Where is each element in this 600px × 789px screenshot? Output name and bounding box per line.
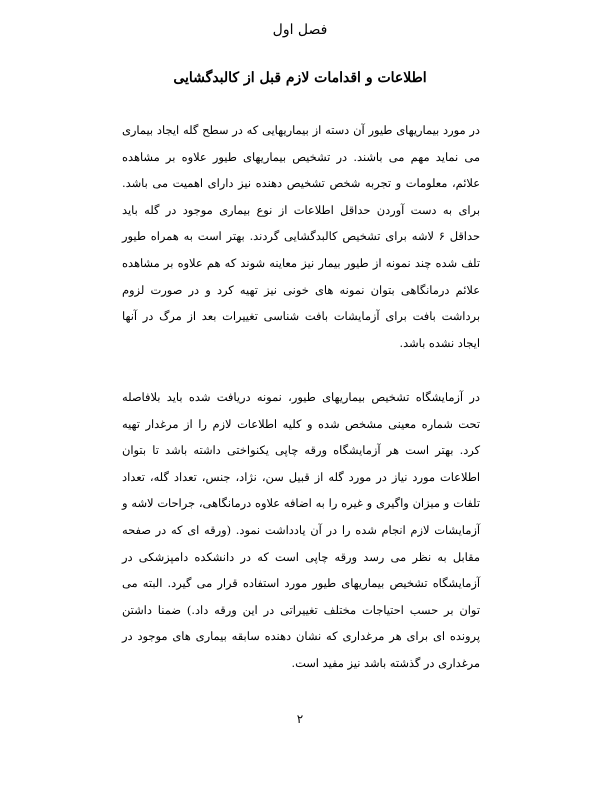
section-title: اطلاعات و اقدامات لازم قبل از کالبدگشایی [173, 70, 427, 86]
paragraph-1: در مورد بیماریهای طیور آن دسته از بیماریهایی که در سطح گله ایجاد بیماری می نماید مهم می باشند. در تشخیص بیماریهای طیور علاوه بر مشاهده علائم، معلومات و تجربه شخص تشخیص دهنده نیز دارای اهمیت می باشد. برای به دست آوردن حداقل اطلاعات از نوع بیماری موجود در گله باید حداقل ۶ لاشه برای تشخیص کالبدگشایی گردند. بهتر است به همراه طیور تلف شده چند نمونه از طیور بیمار نیز معاینه شوند که هم علاوه بر مشاهده علائم درمانگاهی بتوان نمونه های خونی نیز تهیه کرد و در صورت لزوم برداشت بافت برای آزمایشات بافت شناسی تغییرات بعد از مرگ در آنها ایجاد نشده باشد. [122, 123, 480, 350]
chapter-heading: فصل اول [272, 22, 328, 38]
paragraph-2: در آزمایشگاه تشخیص بیماریهای طیور، نمونه دریافت شده باید بلافاصله تحت شماره معینی مشخص شده و کلیه اطلاعات لازم را از مرغدار تهیه کرد. بهتر است هر آزمایشگاه ورقه چاپی یکنواختی داشته باشد تا بتوان اطلاعات مورد نیاز در مورد گله از قبیل سن، نژاد، جنس، تعداد گله، تعداد تلفات و میزان واگیری و غیره را به اضافه علاوه درمانگاهی، جراحات لاشه و آزمایشات لازم انجام شده را در آن یادداشت نمود. (ورقه ای که در صفحه مقابل به نظر می رسد ورقه چاپی است که در دانشکده دامپزشکی در آزمایشگاه تشخیص بیماریهای طیور مورد استفاده قرار می گیرد. البته می توان بر حسب احتیاجات مختلف تغییراتی در این ورقه داد.) ضمنا داشتن پرونده ای برای هر مرغداری که نشان دهنده سابقه بیماری های موجود در مرغداری در گذشته باشد نیز مفید است. [122, 390, 480, 670]
page-number: ۲ [296, 712, 304, 726]
